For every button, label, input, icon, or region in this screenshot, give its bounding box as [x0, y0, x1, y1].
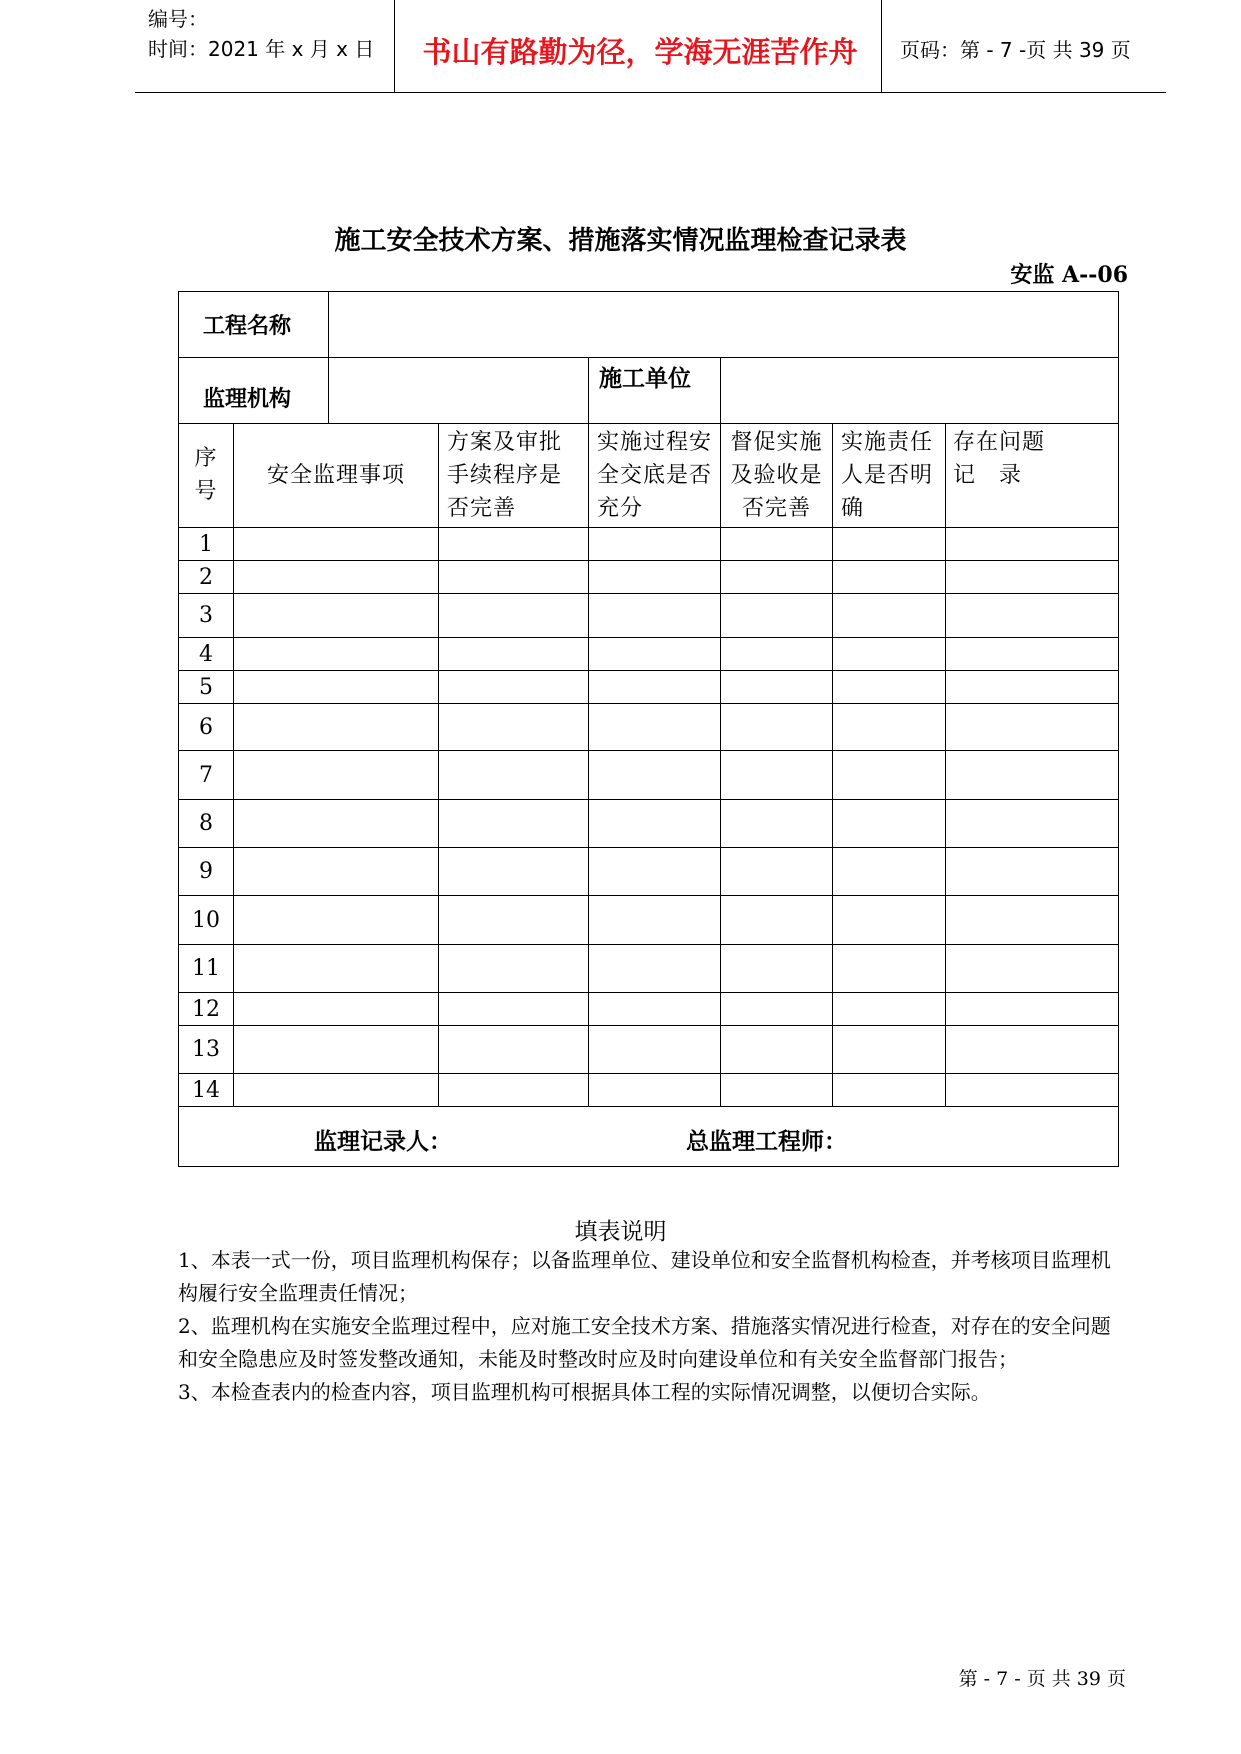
- cell-item[interactable]: [234, 1074, 439, 1107]
- cell-plan-approval[interactable]: [439, 528, 589, 561]
- page-footer: 第 - 7 - 页 共 39 页: [958, 1668, 1126, 1690]
- cell-plan-approval[interactable]: [439, 704, 589, 751]
- cell-responsibility-issues[interactable]: [833, 848, 1119, 896]
- header-right-divider: [881, 0, 882, 92]
- row-number: 1: [179, 528, 234, 561]
- note-item: 3、本检查表内的检查内容，项目监理机构可根据具体工程的实际情况调整，以便切合实际。: [178, 1380, 991, 1404]
- column-divider: [945, 993, 946, 1025]
- col-header-acceptance: 督促实施及验收是否完善: [721, 424, 833, 528]
- table-row: [179, 800, 1119, 848]
- cell-item[interactable]: [234, 848, 439, 896]
- cell-safety-briefing[interactable]: [589, 671, 721, 704]
- table-row: [179, 848, 1119, 896]
- cell-acceptance[interactable]: [721, 638, 833, 671]
- row-number: 12: [179, 993, 234, 1026]
- column-divider: [945, 594, 946, 637]
- cell-acceptance[interactable]: [721, 993, 833, 1026]
- column-divider: [945, 896, 946, 944]
- cell-safety-briefing[interactable]: [589, 751, 721, 800]
- column-divider: [945, 800, 946, 847]
- cell-acceptance[interactable]: [721, 848, 833, 896]
- cell-responsibility-issues[interactable]: [833, 1074, 1119, 1107]
- chief-engineer-label: 总监理工程师：: [686, 1128, 847, 1155]
- cell-acceptance[interactable]: [721, 594, 833, 638]
- cell-item[interactable]: [234, 1026, 439, 1074]
- cell-item[interactable]: [234, 638, 439, 671]
- column-divider: [945, 751, 946, 799]
- row-number: 3: [179, 594, 234, 638]
- cell-item[interactable]: [234, 704, 439, 751]
- cell-plan-approval[interactable]: [439, 1026, 589, 1074]
- table-row: [179, 993, 1119, 1026]
- col-header-seq: 序号: [179, 424, 234, 528]
- signature-row: [179, 1107, 1119, 1167]
- cell-safety-briefing[interactable]: [589, 561, 721, 594]
- header-left: [148, 4, 374, 64]
- row-number: 2: [179, 561, 234, 594]
- cell-acceptance[interactable]: [721, 671, 833, 704]
- cell-acceptance[interactable]: [721, 704, 833, 751]
- column-divider: [945, 1074, 946, 1106]
- cell-plan-approval[interactable]: [439, 993, 589, 1026]
- cell-responsibility-issues[interactable]: [833, 1026, 1119, 1074]
- cell-plan-approval[interactable]: [439, 945, 589, 993]
- row-number: 5: [179, 671, 234, 704]
- header-page-label: 页码：第 - 7 -页 共 39 页: [900, 38, 1131, 62]
- cell-responsibility-issues[interactable]: [833, 704, 1119, 751]
- col-header-item: 安全监理事项: [234, 424, 439, 528]
- column-header-row: [179, 424, 1119, 528]
- cell-safety-briefing[interactable]: [589, 638, 721, 671]
- cell-responsibility-issues[interactable]: [833, 638, 1119, 671]
- table-row: [179, 594, 1119, 638]
- cell-item[interactable]: [234, 800, 439, 848]
- supervision-org-field[interactable]: [329, 358, 589, 424]
- supervision-org-label: 监理机构: [179, 358, 329, 424]
- cell-acceptance[interactable]: [721, 800, 833, 848]
- column-divider: [945, 528, 946, 560]
- col-header-responsibility-and-issues: [833, 424, 1119, 528]
- cell-acceptance[interactable]: [721, 561, 833, 594]
- header-left-divider: [394, 0, 395, 92]
- table-row: [179, 751, 1119, 800]
- cell-safety-briefing[interactable]: [589, 704, 721, 751]
- cell-acceptance[interactable]: [721, 751, 833, 800]
- column-divider: [945, 424, 946, 527]
- cell-plan-approval[interactable]: [439, 561, 589, 594]
- notes-list: [178, 1244, 1126, 1409]
- row-number: 6: [179, 704, 234, 751]
- cell-plan-approval[interactable]: [439, 638, 589, 671]
- cell-safety-briefing[interactable]: [589, 896, 721, 945]
- column-divider: [945, 561, 946, 593]
- note-item: 1、本表一式一份，项目监理机构保存；以备监理单位、建设单位和安全监督机构检查，并考核项目监理机构履行安全监理责任情况；: [178, 1248, 1111, 1305]
- col-header-issues: 存在问题记 录: [953, 430, 1046, 488]
- cell-acceptance[interactable]: [721, 1074, 833, 1107]
- recorder-label: 监理记录人：: [314, 1128, 452, 1155]
- cell-acceptance[interactable]: [721, 945, 833, 993]
- document-number-label: 编号：: [148, 7, 208, 31]
- cell-plan-approval[interactable]: [439, 751, 589, 800]
- cell-acceptance[interactable]: [721, 1026, 833, 1074]
- row-number: 9: [179, 848, 234, 896]
- header-motto: 书山有路勤为径，学海无涯苦作舟: [422, 35, 858, 69]
- note-item: 2、监理机构在实施安全监理过程中，应对施工安全技术方案、措施落实情况进行检查，对存在的安全问题和安全隐患应及时签发整改通知，未能及时整改时应及时向建设单位和有关安全监督部门报告；: [178, 1314, 1111, 1371]
- column-divider: [945, 704, 946, 750]
- cell-responsibility-issues[interactable]: [833, 993, 1119, 1026]
- col-header-safety-briefing: 实施过程安全交底是否充分: [589, 424, 721, 528]
- cell-safety-briefing[interactable]: [589, 800, 721, 848]
- cell-safety-briefing[interactable]: [589, 594, 721, 638]
- organization-row: [179, 358, 1119, 424]
- cell-safety-briefing[interactable]: [589, 528, 721, 561]
- inspection-record-table: [178, 291, 1119, 1167]
- col-header-responsibility: 实施责任人是否明确: [841, 430, 934, 521]
- form-title: 施工安全技术方案、措施落实情况监理检查记录表: [334, 226, 907, 256]
- table-row: [179, 1026, 1119, 1074]
- cell-responsibility-issues[interactable]: [833, 945, 1119, 993]
- row-number: 7: [179, 751, 234, 800]
- column-divider: [945, 945, 946, 992]
- signature-cell: [179, 1107, 1119, 1167]
- cell-responsibility-issues[interactable]: [833, 528, 1119, 561]
- table-row: [179, 671, 1119, 704]
- cell-item[interactable]: [234, 528, 439, 561]
- cell-plan-approval[interactable]: [439, 800, 589, 848]
- table-row: [179, 945, 1119, 993]
- col-header-plan-approval: 方案及审批手续程序是否完善: [439, 424, 589, 528]
- cell-plan-approval[interactable]: [439, 594, 589, 638]
- column-divider: [945, 671, 946, 703]
- cell-item[interactable]: [234, 751, 439, 800]
- data-rows: [179, 528, 1119, 1107]
- column-divider: [945, 848, 946, 895]
- notes-title: 填表说明: [574, 1219, 667, 1245]
- cell-item[interactable]: [234, 594, 439, 638]
- cell-item[interactable]: [234, 896, 439, 945]
- cell-responsibility-issues[interactable]: [833, 594, 1119, 638]
- column-divider: [945, 1026, 946, 1073]
- table-row: [179, 1074, 1119, 1107]
- cell-item[interactable]: [234, 945, 439, 993]
- table-row: [179, 561, 1119, 594]
- cell-safety-briefing[interactable]: [589, 1074, 721, 1107]
- cell-plan-approval[interactable]: [439, 848, 589, 896]
- row-number: 11: [179, 945, 234, 993]
- table-row: [179, 638, 1119, 671]
- cell-item[interactable]: [234, 993, 439, 1026]
- cell-responsibility-issues[interactable]: [833, 896, 1119, 945]
- construction-unit-field[interactable]: [721, 358, 1119, 424]
- cell-safety-briefing[interactable]: [589, 945, 721, 993]
- cell-responsibility-issues[interactable]: [833, 561, 1119, 594]
- cell-responsibility-issues[interactable]: [833, 671, 1119, 704]
- cell-plan-approval[interactable]: [439, 896, 589, 945]
- row-number: 4: [179, 638, 234, 671]
- project-name-field[interactable]: [329, 292, 1119, 358]
- row-number: 13: [179, 1026, 234, 1074]
- row-number: 8: [179, 800, 234, 848]
- header-top-divider: [135, 92, 1166, 93]
- cell-plan-approval[interactable]: [439, 1074, 589, 1107]
- cell-item[interactable]: [234, 671, 439, 704]
- cell-acceptance[interactable]: [721, 896, 833, 945]
- cell-plan-approval[interactable]: [439, 671, 589, 704]
- row-number: 10: [179, 896, 234, 945]
- table-row: [179, 528, 1119, 561]
- cell-acceptance[interactable]: [721, 528, 833, 561]
- cell-safety-briefing[interactable]: [589, 1026, 721, 1074]
- column-divider: [945, 638, 946, 670]
- table-row: [179, 896, 1119, 945]
- row-number: 14: [179, 1074, 234, 1107]
- form-code: 安监 A--06: [1010, 262, 1128, 288]
- cell-responsibility-issues[interactable]: [833, 800, 1119, 848]
- cell-safety-briefing[interactable]: [589, 993, 721, 1026]
- construction-unit-label: 施工单位: [589, 358, 721, 424]
- document-time-label: 时间：2021 年 x 月 x 日: [148, 37, 375, 61]
- project-name-row: [179, 292, 1119, 358]
- cell-responsibility-issues[interactable]: [833, 751, 1119, 800]
- project-name-label: 工程名称: [179, 292, 329, 358]
- cell-safety-briefing[interactable]: [589, 848, 721, 896]
- table-row: [179, 704, 1119, 751]
- cell-item[interactable]: [234, 561, 439, 594]
